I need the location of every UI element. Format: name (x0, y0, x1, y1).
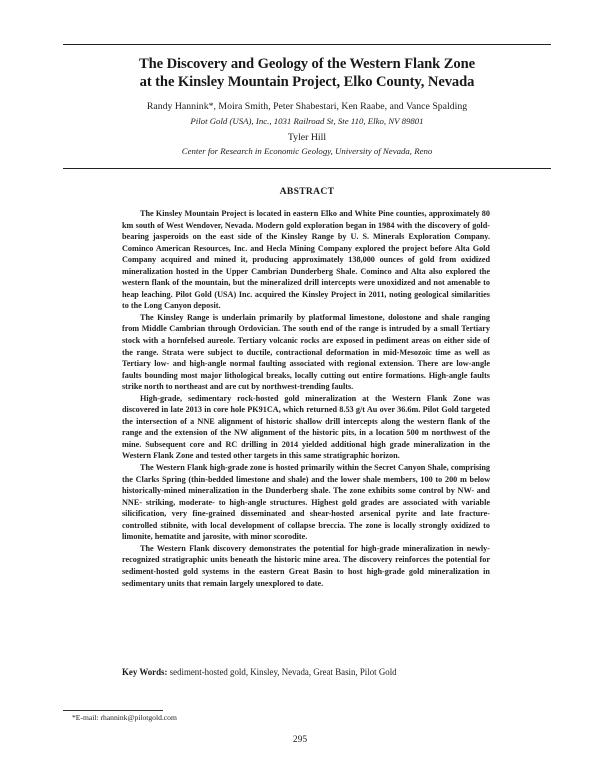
top-rule (63, 44, 551, 45)
abstract-body (122, 208, 490, 589)
abstract-paragraph: High-grade, sedimentary rock-hosted gold mineralization at the Western Flank Zone was discovered in late 2013 in core hole PK91CA, which returned 8.53 g/t Au over 36.6m. Pilot Gold targeted the intersection of a NNE alignment of historic shallow drill intercepts along the western flank of the range and the extension of the NW alignment of the historic pits, in a location 500 m northwest of the mine. Subsequent core and RC drilling in 2014 yielded additional high grade mineralization in the Western Flank Zone and tested other targets in this same stratigraphic horizon. (122, 393, 490, 461)
page-number: 295 (292, 735, 308, 745)
affiliation-pilot-gold: Pilot Gold (USA), Inc., 1031 Railroad St, Ste 110, Elko, NV 89801 (190, 116, 424, 126)
affiliation-unr: Center for Research in Economic Geology, University of Nevada, Reno (181, 146, 433, 156)
footnote-rule (63, 710, 163, 711)
keywords-label: Key Words: (122, 667, 168, 677)
abstract-heading: ABSTRACT (279, 186, 335, 197)
keywords-text: sediment-hosted gold, Kinsley, Nevada, Great Basin, Pilot Gold (167, 667, 397, 677)
abstract-paragraph: The Kinsley Range is underlain primarily by platformal limestone, dolostone and shale ranging from Middle Cambrian through Ordovician. The south end of the range is intruded by a small Tertiary stock with a hornfelsed aureole. Tertiary volcanic rocks are exposed in pediment areas on either side of the range. Strata were subject to ductile, contractional deformation in mid-Mesozoic time as well as Tertiary low- and high-angle normal faulting associated with regional extension. There are low-angle faults bounding most major lithological breaks, locally cutting out entire formations. High-angle faults strike north to northeast and are cut by northwest-trending faults. (122, 312, 490, 392)
abstract-paragraph: The Western Flank discovery demonstrates the potential for high-grade mineralization in newly-recognized stratigraphic units beneath the historic mine area. The discovery reinforces the potential for sediment-hosted gold systems in the eastern Great Basin to host high-grade gold mineralization in sedimentary units that remain largely unexplored to date. (122, 543, 490, 588)
header-rule (63, 168, 551, 169)
keywords (122, 667, 490, 677)
author-list: Randy Hannink*, Moira Smith, Peter Shabestari, Ken Raabe, and Vance Spalding (146, 101, 468, 112)
paper-title (63, 55, 551, 91)
title-line-2: at the Kinsley Mountain Project, Elko County, Nevada (139, 74, 475, 90)
author-tyler-hill: Tyler Hill (287, 132, 327, 143)
title-line-1: The Discovery and Geology of the Western Flank Zone (139, 56, 475, 72)
abstract-paragraph: The Kinsley Mountain Project is located in eastern Elko and White Pine counties, approximately 80 km south of West Wendover, Nevada. Modern gold exploration began in 1984 with the discovery of gold-bearing jasperoids on the east side of the Kinsley Range by U. S. Minerals Exploration Company. Cominco American Resources, Inc. and Hecla Mining Company explored the project before Alta Gold Company acquired and mined it, producing approximately 138,000 ounces of gold from oxidized mineralization hosted in the Upper Cambrian Dunderberg Shale. Cominco and Alta also explored the western flank of the mountain, but the mineralized drill intercepts were unoxidized and not amenable to heap leaching. Pilot Gold (USA) Inc. acquired the Kinsley Project in 2011, noting geological similarities to the Long Canyon deposit. (122, 209, 490, 311)
footnote-email: *E-mail: rhannink@pilotgold.com (72, 713, 177, 722)
abstract-paragraph: The Western Flank high-grade zone is hosted primarily within the Secret Canyon Shale, comprising the Clarks Spring (thin-bedded limestone and shale) and the lower shale members, 100 to 200 m below historically-mined mineralization in the Dunderberg shale. The zone exhibits some control by NW- and NNE- striking, moderate- to high-angle structures. Highest gold grades are associated with variable silicification, very fine-grained disseminated and shear-hosted arsenical pyrite and late fracture-controlled stibnite, with local development of collapse breccia. The zone is locally strongly oxidized to limonite, hematite and jarosite, with minor scorodite. (122, 463, 490, 542)
